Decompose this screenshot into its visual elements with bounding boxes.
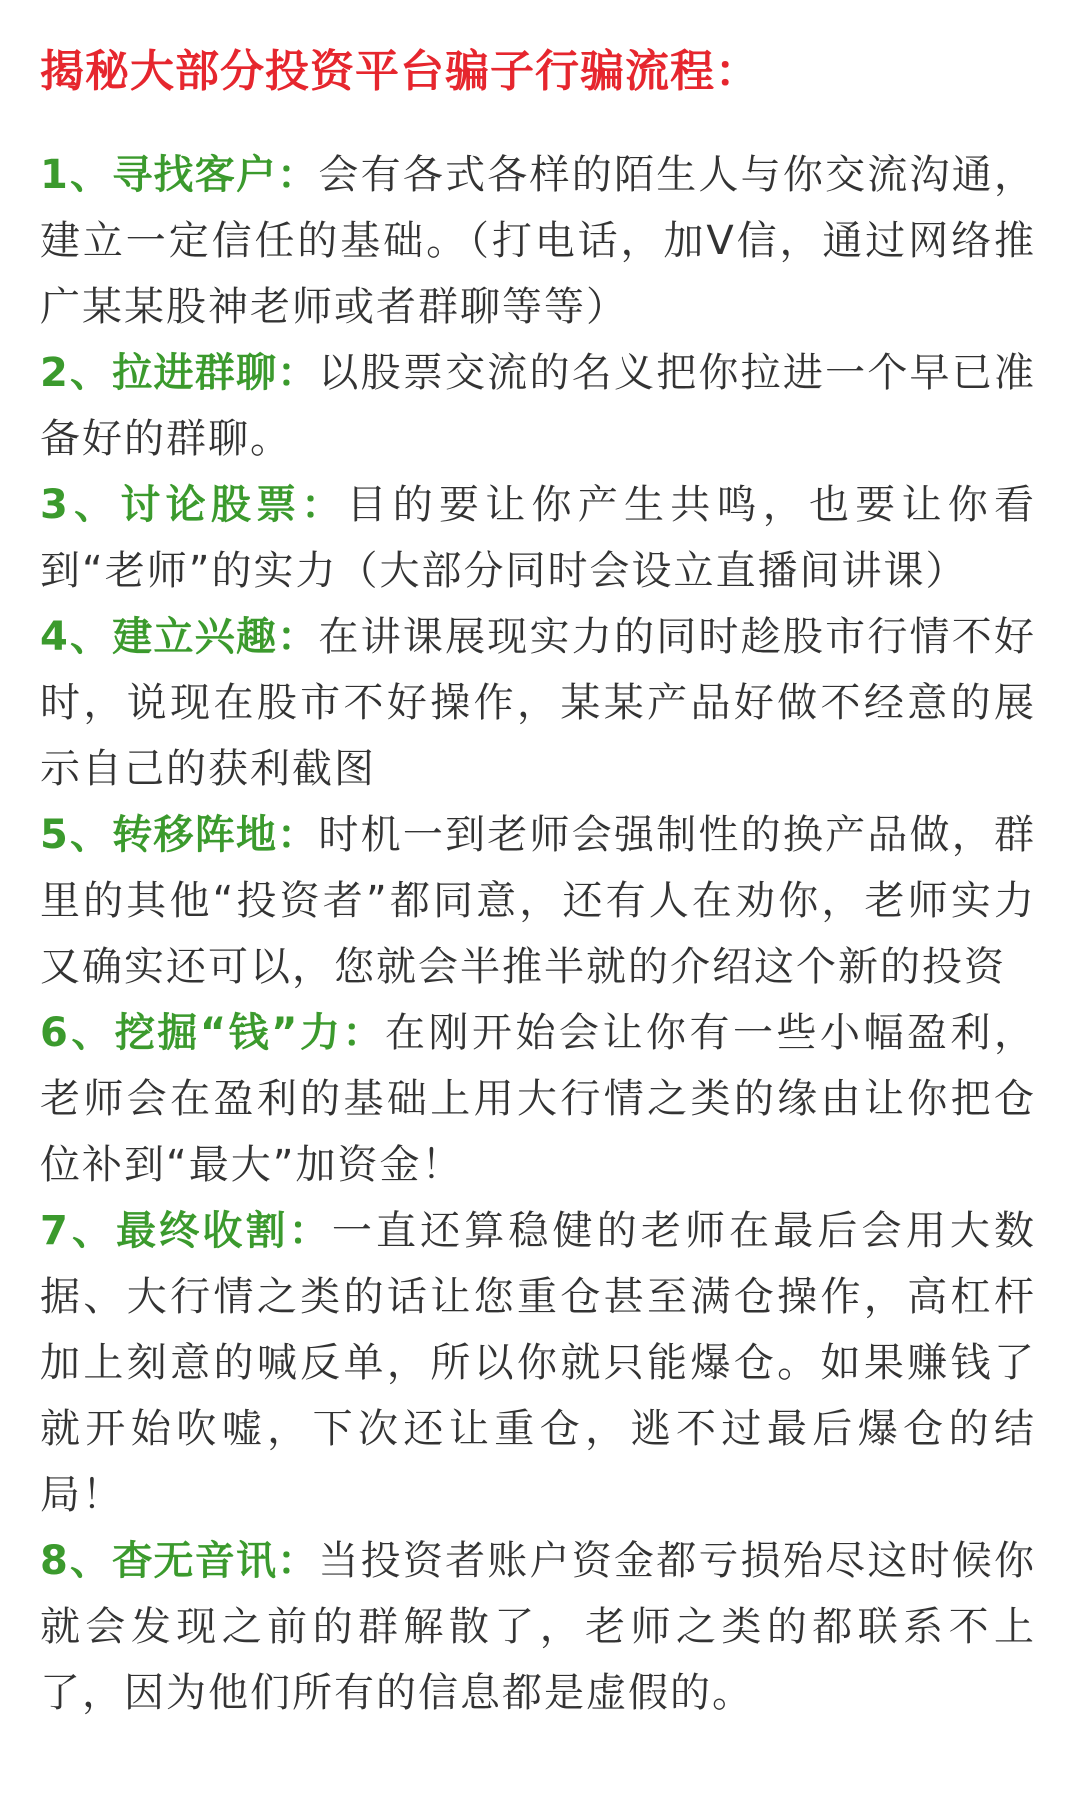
step-text: 一直还算稳健的老师在最后会用大数据、大行情之类的话让您重仓甚至满仓操作，高杠杆加上刻意的喊反单，所以你就只能爆仓。如果赚钱了就开始吹嘘，下次还让重仓，逃不过最后爆仓的结局！	[40, 1208, 1036, 1518]
step-number: 3、	[40, 482, 121, 528]
step-1	[40, 142, 1036, 340]
step-text: 以股票交流的名义把你拉进一个早已准备好的群聊。	[40, 350, 1036, 462]
step-number: 1、	[40, 152, 113, 198]
step-2	[40, 340, 1036, 472]
step-heading: 建立兴趣：	[112, 614, 319, 660]
step-number: 7、	[40, 1208, 117, 1254]
step-heading: 讨论股票：	[120, 482, 347, 528]
step-5	[40, 802, 1036, 1000]
step-heading: 杳无音讯：	[112, 1538, 319, 1584]
step-7	[40, 1198, 1036, 1528]
step-number: 5、	[40, 812, 113, 858]
step-number: 6、	[40, 1010, 115, 1056]
step-heading: 寻找客户：	[112, 152, 319, 198]
step-number: 2、	[40, 350, 113, 396]
step-text: 会有各式各样的陌生人与你交流沟通，建立一定信任的基础。（打电话，加V信，通过网络推广某某股神老师或者群聊等等）	[40, 152, 1036, 330]
step-4	[40, 604, 1036, 802]
step-text: 在刚开始会让你有一些小幅盈利，老师会在盈利的基础上用大行情之类的缘由让你把仓位补到“最大”加资金！	[40, 1010, 1037, 1188]
article-title: 揭秘大部分投资平台骗子行骗流程：	[40, 46, 760, 97]
step-heading: 最终收割：	[116, 1208, 332, 1254]
step-8	[40, 1528, 1036, 1726]
step-list	[40, 142, 1036, 1726]
step-text: 在讲课展现实力的同时趁股市行情不好时，说现在股市不好操作，某某产品好做不经意的展示自己的获利截图	[40, 614, 1036, 792]
step-number: 8、	[40, 1538, 113, 1584]
step-number: 4、	[40, 614, 113, 660]
step-text: 目的要让你产生共鸣，也要让你看到“老师”的实力（大部分同时会设立直播间讲课）	[40, 482, 1036, 594]
step-heading: 挖掘“钱”力：	[114, 1010, 385, 1056]
step-6	[40, 1000, 1036, 1198]
step-3	[40, 472, 1036, 604]
step-heading: 拉进群聊：	[112, 350, 319, 396]
step-text: 时机一到老师会强制性的换产品做，群里的其他“投资者”都同意，还有人在劝你，老师实力又确实还可以，您就会半推半就的介绍这个新的投资	[40, 812, 1036, 990]
step-heading: 转移阵地：	[112, 812, 319, 858]
step-text: 当投资者账户资金都亏损殆尽这时候你就会发现之前的群解散了，老师之类的都联系不上了，因为他们所有的信息都是虚假的。	[40, 1538, 1036, 1716]
